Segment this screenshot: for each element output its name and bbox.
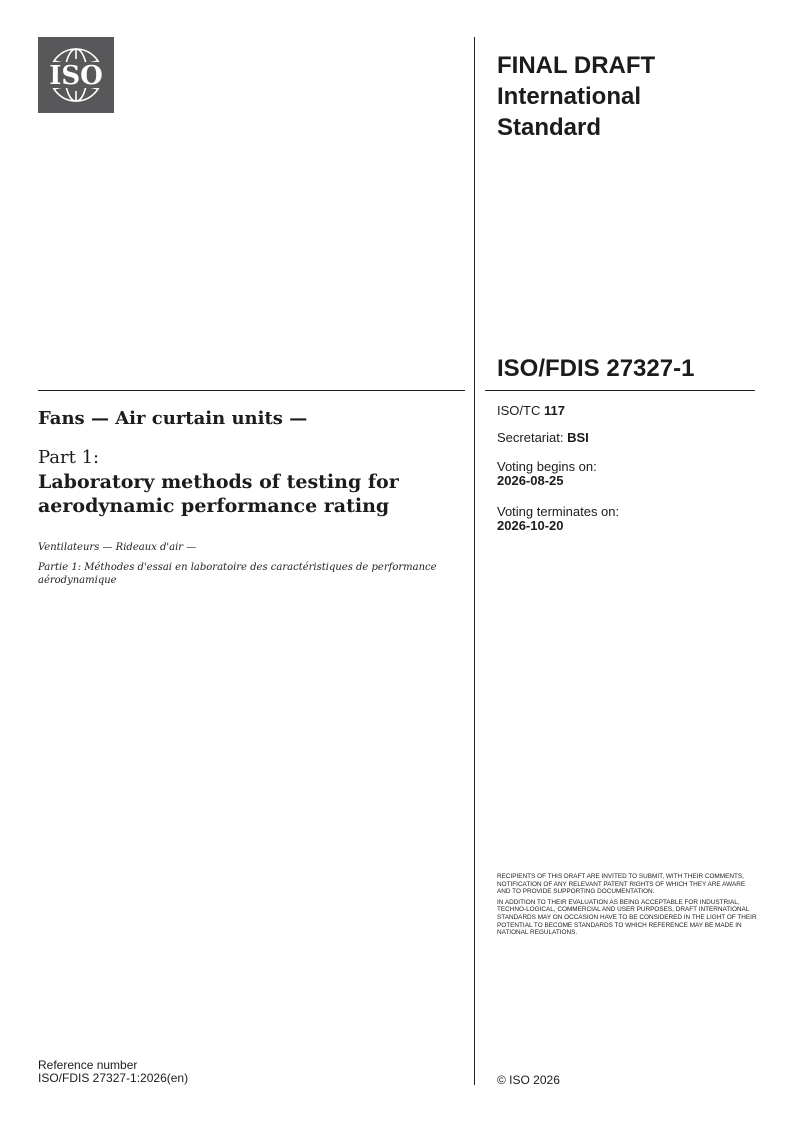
- reference-number-label: Reference number: [38, 1058, 138, 1072]
- draft-status: [497, 50, 737, 143]
- french-title: Ventilateurs — Rideaux d'air —: [38, 542, 197, 553]
- status-line-1: FINAL DRAFT: [497, 52, 656, 79]
- vertical-divider: [474, 37, 475, 1085]
- status-line-2: International: [497, 83, 642, 110]
- technical-committee: [497, 404, 565, 418]
- voting-begins-label: Voting begins on:: [497, 459, 597, 474]
- voting-begins-value: 2026-08-25: [497, 473, 564, 488]
- part-title: Laboratory methods of testing for aerodynamic performance rating: [38, 471, 399, 517]
- document-title: Fans — Air curtain units —: [38, 408, 308, 429]
- tc-value: 117: [543, 403, 565, 418]
- copyright: © ISO 2026: [497, 1073, 560, 1087]
- french-part-title: Partie 1: Méthodes d'essai en laboratoire des caractéristiques de performance aérodynamique: [38, 562, 437, 586]
- voting-ends-label: Voting terminates on:: [497, 504, 620, 519]
- iso-logo: [38, 37, 114, 113]
- logo-text: ISO: [49, 61, 103, 91]
- secretariat-label: Secretariat:: [497, 430, 564, 445]
- horizontal-rule-right: [485, 390, 755, 391]
- voting-terminates: [497, 505, 619, 533]
- notice-paragraph-1: RECIPIENTS OF THIS DRAFT ARE INVITED TO SUBMIT, WITH THEIR COMMENTS, NOTIFICATION OF ANY RELEVANT PATENT RIGHTS OF WHICH THEY ARE AWARE AND TO PROVIDE SUPPORTING DOCUMENTATION.: [497, 873, 746, 896]
- tc-label: ISO/TC: [497, 403, 541, 418]
- voting-ends-value: 2026-10-20: [497, 518, 564, 533]
- status-line-3: Standard: [497, 114, 602, 141]
- reference-number: ISO/FDIS 27327-1:2026(en): [38, 1071, 189, 1085]
- document-number: ISO/FDIS 27327-1: [497, 355, 695, 382]
- part-label: Part 1:: [38, 447, 100, 468]
- horizontal-rule-left: [38, 390, 465, 391]
- secretariat: [497, 431, 589, 445]
- voting-begins: [497, 460, 597, 488]
- notice-paragraph-2: IN ADDITION TO THEIR EVALUATION AS BEING ACCEPTABLE FOR INDUSTRIAL, TECHNO-LOGICAL, COMMERCIAL AND USER PURPOSES, DRAFT INTERNATIONAL STANDARDS MAY ON OCCASION HAVE TO BE CONSIDERED IN THE LIGHT OF THEIR POTENTIAL TO BECOME STANDARDS TO WHICH REFERENCE MAY BE MADE IN NATIONAL REGULATIONS.: [497, 898, 757, 937]
- secretariat-value: BSI: [567, 430, 589, 445]
- globe-icon: [38, 37, 114, 113]
- draft-notice: [497, 873, 757, 940]
